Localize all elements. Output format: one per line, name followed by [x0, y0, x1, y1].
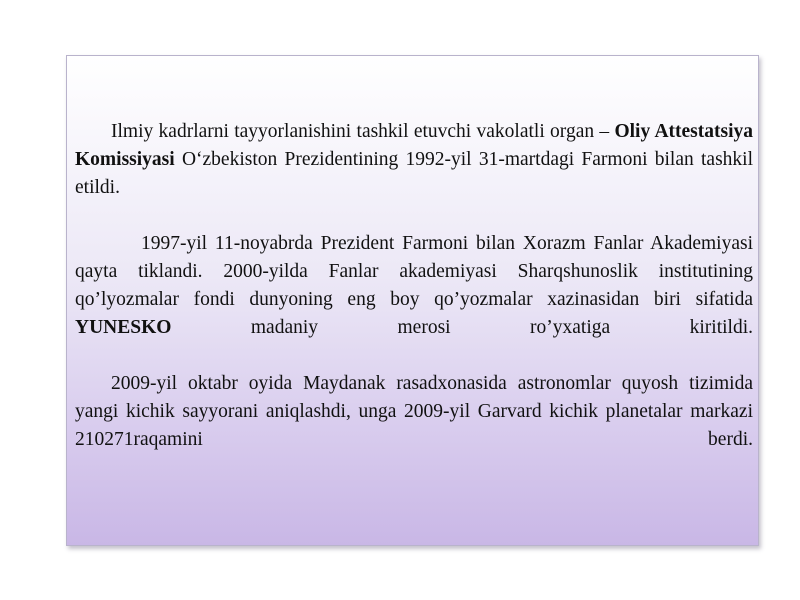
text-card [66, 55, 759, 546]
paragraph-oak-tail: O‘zbekiston Prezidentining 1992-yil 31-martdagi Farmoni bilan tashkil etildi. [75, 149, 753, 198]
paragraph-academy-tail: madaniy merosi ro’yxatiga kiritildi. [171, 317, 753, 338]
oak-highlight: Oliy Attestatsiya Komissiyasi [75, 121, 754, 170]
body-text [75, 118, 753, 482]
paragraph-oak-lead: Ilmiy kadrlarni tayyorlanishini tashkil etuvchi vakolatli organ – [111, 121, 615, 142]
paragraph-observatory-text: 2009-yil oktabr oyida Maydanak rasadxonasida astronomlar quyosh tizimida yangi kichik sayyorani aniqlashdi, unga 2009-yil Garvard kichik planetalar markazi 210271raqamini berdi. [75, 373, 753, 450]
paragraph-oak [75, 118, 753, 202]
paragraph-academy [75, 230, 753, 342]
paragraph-academy-lead: 1997-yil 11-noyabrda Prezident Farmoni bilan Xorazm Fanlar Akademiyasi qayta tiklandi. 2000-yilda Fanlar akademiyasi Sharqshunoslik institutining qo’lyozmalar fondi dunyoning eng boy qo’yozmalar xazinasidan biri sifatida [75, 233, 753, 310]
paragraph-observatory [75, 370, 753, 454]
unesco-highlight: YUNESKO [75, 317, 172, 338]
